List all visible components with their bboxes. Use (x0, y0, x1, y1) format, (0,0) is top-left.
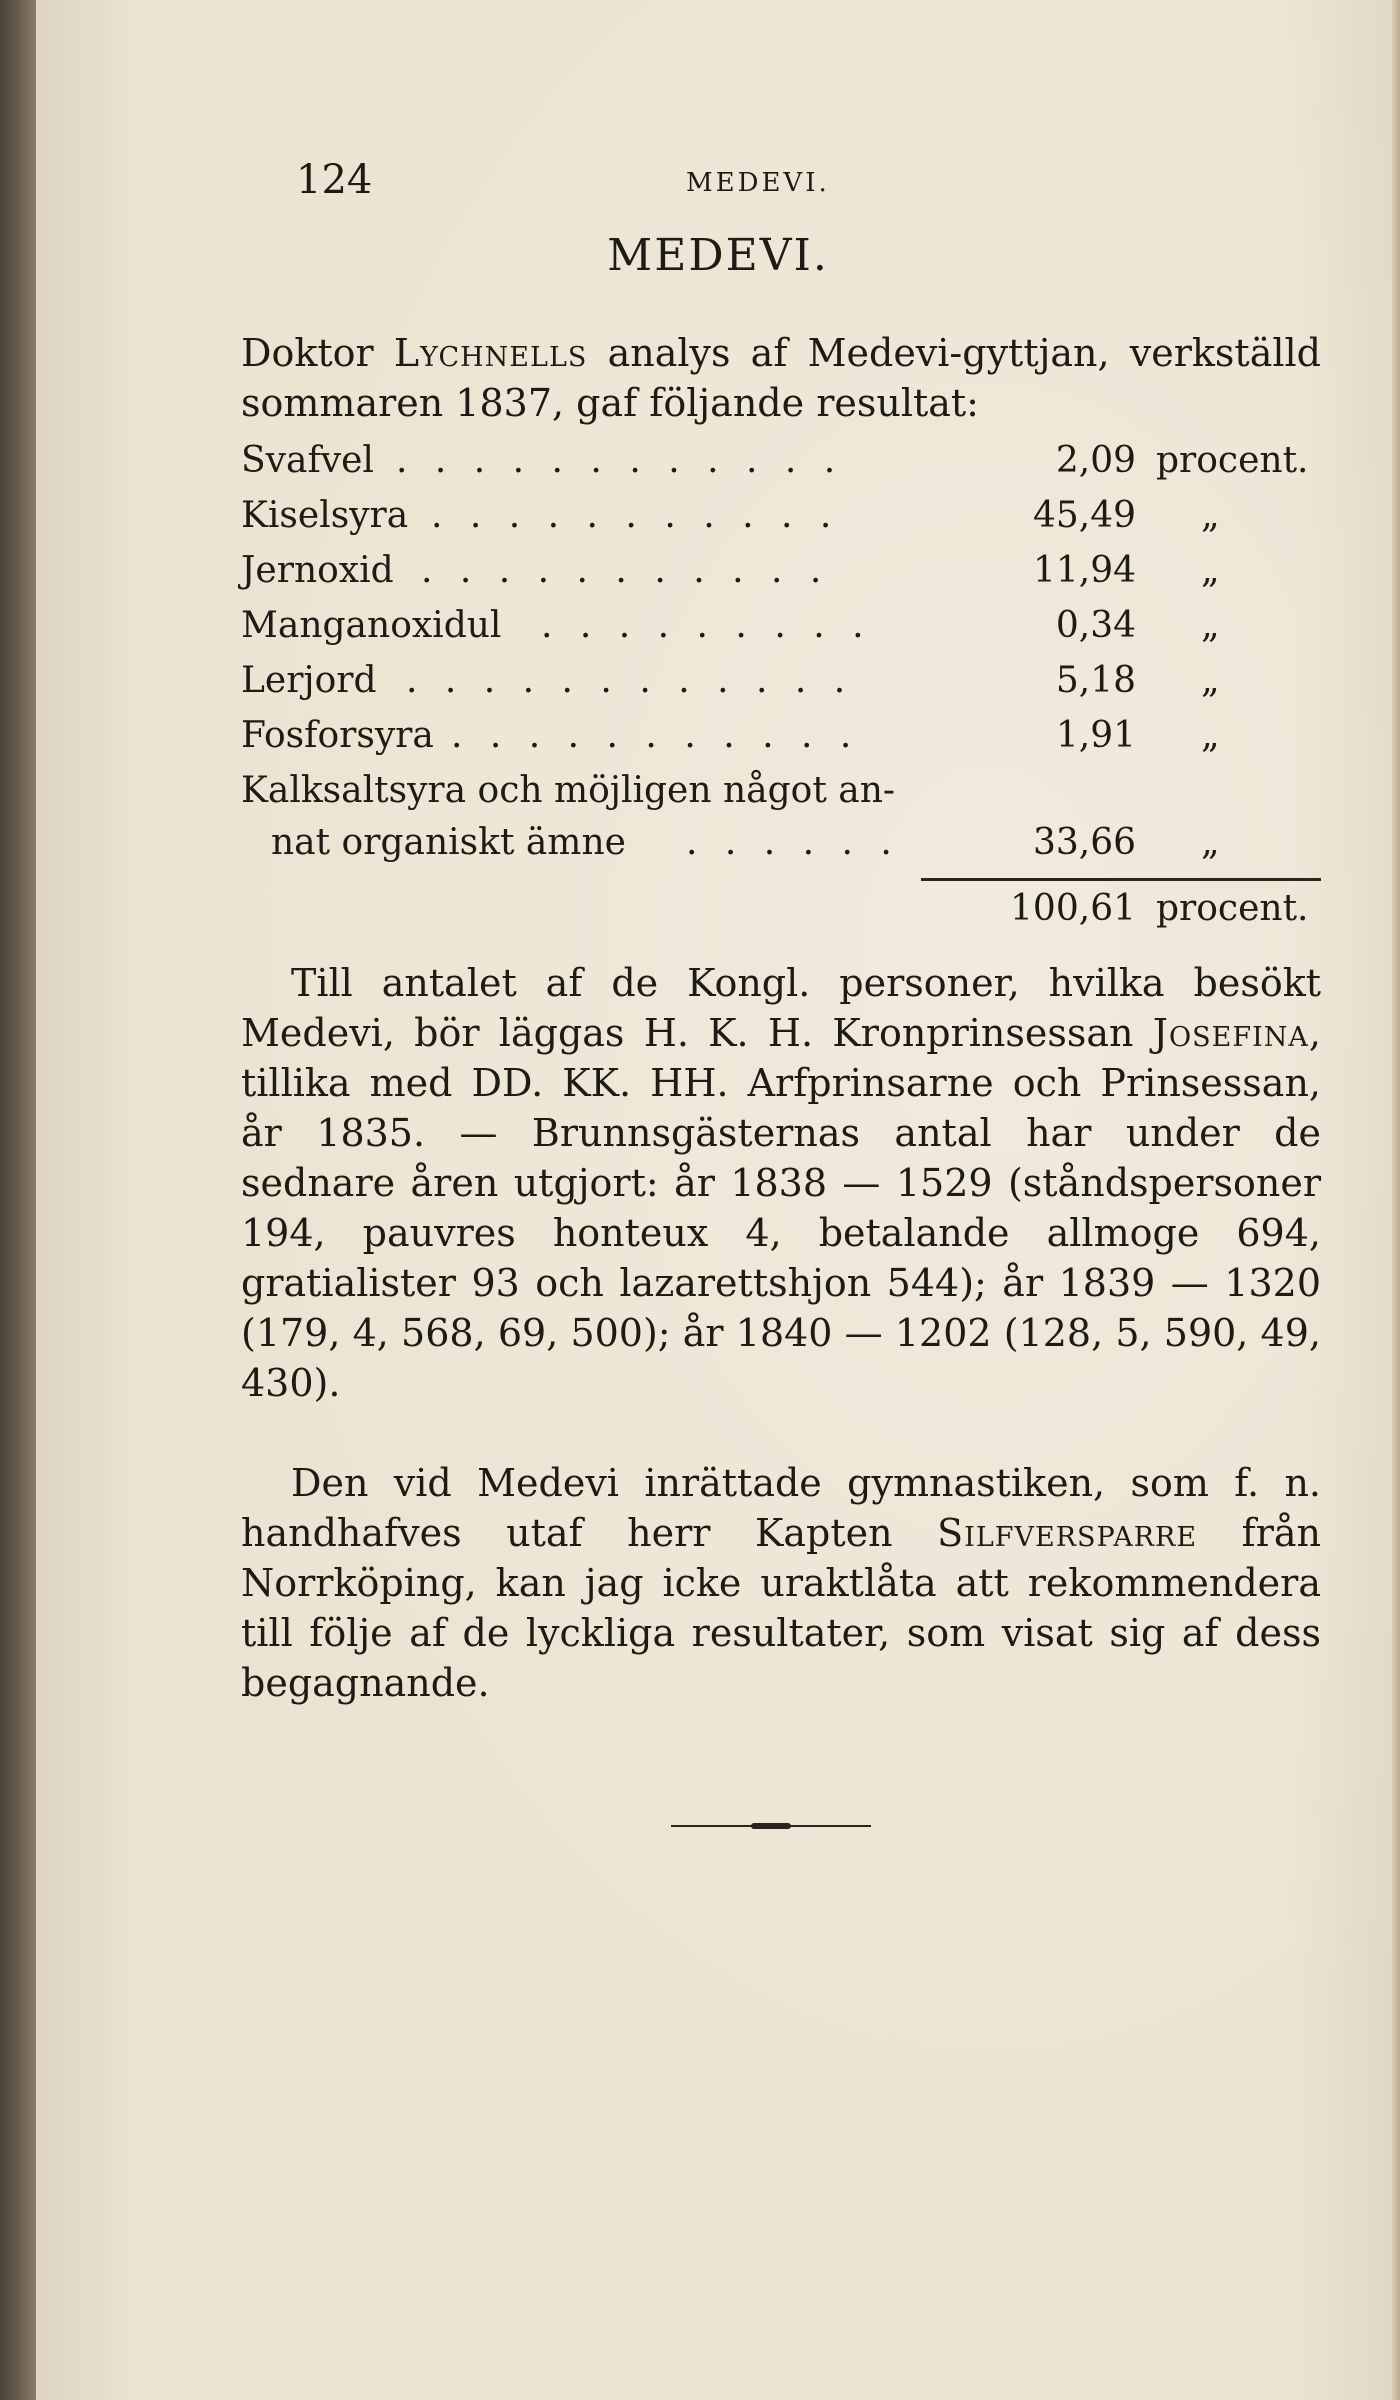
leader-dots: . . . . . . . . . . . (431, 495, 840, 536)
analysis-row (241, 440, 1321, 490)
analysis-row (241, 715, 1321, 765)
component-value: 5,18 (1055, 660, 1136, 701)
leader-dots: . . . . . . . . . . . . (406, 660, 854, 701)
component-name-line2: nat organiskt ämne (271, 822, 626, 863)
total-row (241, 888, 1321, 938)
running-head (256, 150, 1296, 210)
author-name: Lychnells (393, 331, 588, 375)
component-unit: „ (1201, 660, 1220, 701)
component-value: 1,91 (1055, 715, 1136, 756)
analysis-row-multiline (241, 770, 1321, 820)
page-edge (1392, 0, 1400, 2400)
gymnastics-paragraph (241, 1458, 1321, 1708)
component-name: Kiselsyra (241, 495, 409, 536)
component-name: Lerjord (241, 660, 377, 701)
component-value: 45,49 (1032, 495, 1136, 536)
total-value: 100,61 (1010, 888, 1136, 929)
component-name-line1: Kalksaltsyra och möjligen något an- (241, 770, 896, 811)
gymnastics-text-part2: från Norrköping, kan jag icke uraktlåta att rekommendera till följe af de lyckliga resultater, som visat sig af dess begagnande. (241, 1511, 1321, 1705)
section-heading: MEDEVI. (607, 230, 829, 281)
leader-dots: . . . . . . . . . (541, 605, 872, 646)
analysis-row (241, 495, 1321, 545)
analysis-row (241, 605, 1321, 655)
book-page (36, 0, 1400, 2400)
book-gutter (0, 0, 36, 2400)
component-name: Jernoxid (241, 550, 394, 591)
leader-dots: . . . . . . (686, 822, 900, 863)
princess-name: Josefina (1152, 1011, 1309, 1055)
intro-text-before: Doktor (241, 331, 394, 375)
captain-name: Silfversparre (937, 1511, 1198, 1555)
component-unit: „ (1201, 495, 1220, 536)
component-name: Manganoxidul (241, 605, 502, 646)
component-value: 11,94 (1032, 550, 1136, 591)
component-unit: procent. (1156, 440, 1309, 481)
end-ornament (671, 1822, 871, 1830)
leader-dots: . . . . . . . . . . . (451, 715, 860, 756)
visitors-text-part1: Till antalet af de Kongl. personer, hvilka besökt Medevi, bör läggas H. K. H. Kronprinsessan (241, 961, 1321, 1055)
component-unit: „ (1201, 550, 1220, 591)
analysis-row (241, 550, 1321, 600)
intro-text-after: analys af Medevi-gyttjan, verkställd sommaren 1837, gaf följande resultat: (241, 331, 1321, 425)
total-rule (921, 878, 1321, 881)
component-name: Fosforsyra (241, 715, 434, 756)
component-name: Svafvel (241, 440, 374, 481)
leader-dots: . . . . . . . . . . . (421, 550, 830, 591)
page-number: 124 (296, 157, 373, 203)
component-value: 0,34 (1055, 605, 1136, 646)
component-unit: „ (1201, 715, 1220, 756)
component-value: 2,09 (1055, 440, 1136, 481)
gymnastics-text-part1: Den vid Medevi inrättade gymnastiken, som f. n. handhafves utaf herr Kapten (241, 1461, 1321, 1555)
component-value: 33,66 (1032, 822, 1136, 863)
intro-paragraph (241, 328, 1321, 428)
component-unit: „ (1201, 605, 1220, 646)
visitors-text-part2: , tillika med DD. KK. HH. Arfprinsarne och Prinsessan, år 1835. — Brunnsgästernas antal har under de sednare åren utgjort: år 1838 — 1529 (ståndspersoner 194, pauvres honteux 4, betalande allmoge 694, gratialister 93 och lazarettshjon 544); år 1839 — 1320 (179, 4, 568, 69, 500); år 1840 — 1202 (128, 5, 590, 49, 430). (241, 1011, 1321, 1405)
analysis-row (241, 660, 1321, 710)
total-unit: procent. (1156, 888, 1309, 929)
component-unit: „ (1201, 822, 1220, 863)
visitors-paragraph (241, 958, 1321, 1408)
running-title: MEDEVI. (686, 168, 830, 198)
analysis-row-multiline-cont (241, 822, 1321, 872)
leader-dots: . . . . . . . . . . . . (396, 440, 844, 481)
